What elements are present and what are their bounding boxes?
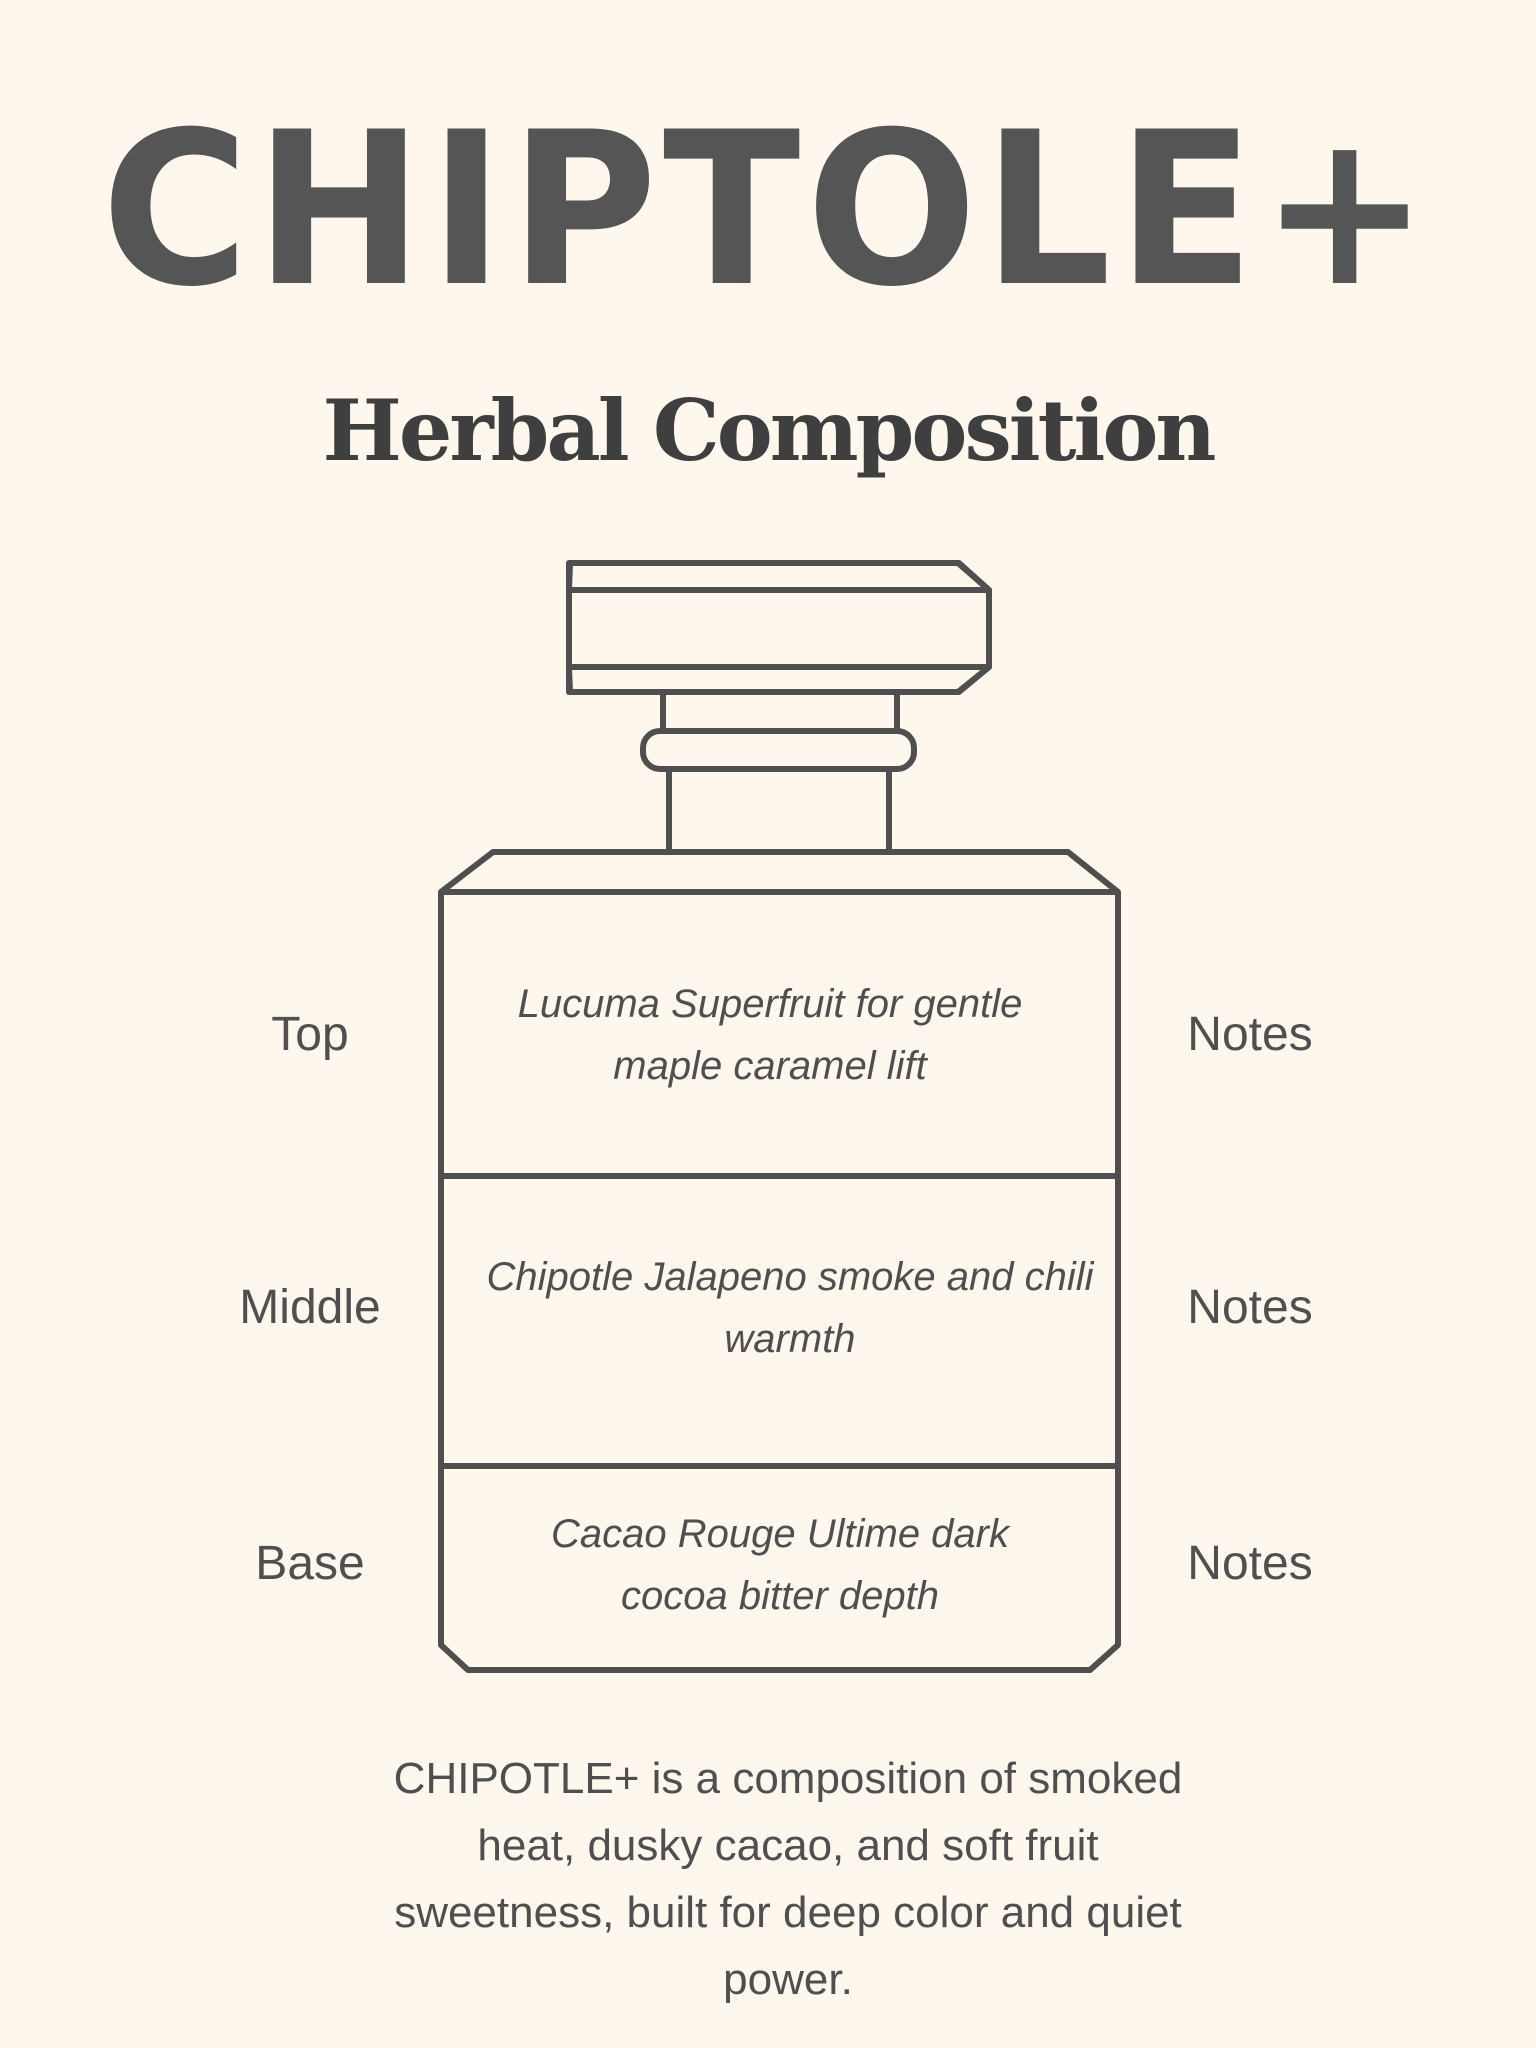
tier-label-middle: Middle bbox=[239, 1281, 381, 1334]
bottle-cap bbox=[569, 563, 989, 692]
brand-title: CHIPTOLE+ bbox=[101, 86, 1435, 333]
bottle-collar bbox=[643, 731, 914, 769]
tier-label-base: Base bbox=[255, 1537, 365, 1590]
tier-description-top: Lucuma Superfruit for gentle maple caramel lift bbox=[517, 982, 1023, 1088]
tier-notes-base: Notes bbox=[1187, 1537, 1313, 1590]
tier-label-top: Top bbox=[271, 1008, 349, 1061]
tier-description-base: Cacao Rouge Ultime dark cocoa bitter depth bbox=[551, 1512, 1009, 1618]
product-description: CHIPOTLE+ is a composition of smoked heat, dusky cacao, and soft fruit sweetness, built for deep color and quiet power. bbox=[393, 1754, 1183, 2004]
bottle-cap-outline bbox=[569, 563, 989, 692]
tier-notes-middle: Notes bbox=[1187, 1281, 1313, 1334]
page-subtitle: Herbal Composition bbox=[322, 381, 1214, 480]
tier-description-middle: Chipotle Jalapeno smoke and chili warmth bbox=[486, 1255, 1094, 1361]
tier-notes-top: Notes bbox=[1187, 1008, 1313, 1061]
